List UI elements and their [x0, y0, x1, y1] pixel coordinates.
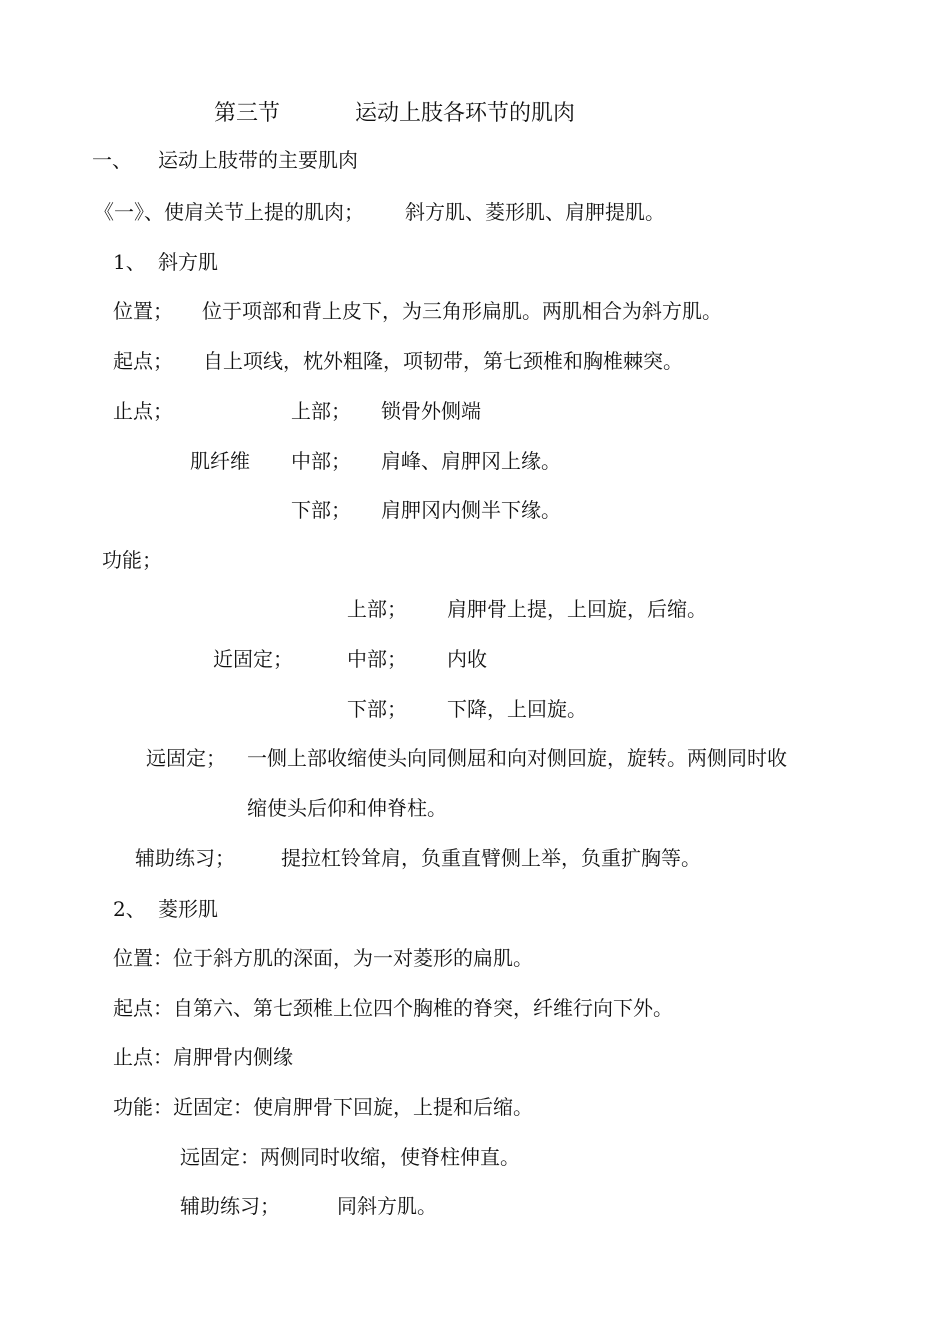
exercise-label: 辅助练习； — [135, 846, 235, 870]
exercise-text: 同斜方肌。 — [337, 1194, 437, 1218]
part-number: 一、 — [92, 148, 132, 172]
near-fixed-text: 下降，上回旋。 — [447, 697, 587, 721]
insertion-part: 上部； — [291, 399, 351, 423]
origin-text: 起点：自第六、第七颈椎上位四个胸椎的脊突，纤维行向下外。 — [113, 996, 673, 1020]
part-heading: 运动上肢带的主要肌肉 — [158, 148, 358, 172]
insertion-text: 肩胛冈内侧半下缘。 — [381, 498, 561, 522]
far-fixed-text: 缩使头后仰和伸脊柱。 — [247, 796, 447, 820]
far-fixed-label: 远固定； — [146, 746, 226, 770]
near-fixed-part: 下部； — [347, 697, 407, 721]
near-fixed-part: 中部； — [347, 647, 407, 671]
section-number: 第三节 — [214, 101, 281, 126]
insertion-part: 下部； — [291, 498, 351, 522]
fiber-label: 肌纤维 — [190, 449, 250, 473]
insertion-label: 止点； — [113, 399, 173, 423]
position-text: 位置：位于斜方肌的深面，为一对菱形的扁肌。 — [113, 946, 533, 970]
exercise-label: 辅助练习； — [180, 1194, 280, 1218]
near-fixed-label: 近固定； — [213, 647, 293, 671]
function-text: 功能：近固定：使肩胛骨下回旋，上提和后缩。 — [113, 1095, 533, 1119]
position-label: 位置； — [113, 299, 173, 323]
insertion-text: 锁骨外侧端 — [381, 399, 481, 423]
origin-text: 自上项线，枕外粗隆，项韧带，第七颈椎和胸椎棘突。 — [203, 349, 683, 373]
muscle-number: 2、 — [113, 897, 146, 921]
near-fixed-text: 内收 — [447, 647, 487, 671]
muscle-name: 菱形肌 — [158, 897, 218, 921]
group-muscles: 斜方肌、菱形肌、肩胛提肌。 — [405, 200, 665, 224]
insertion-text: 止点：肩胛骨内侧缘 — [113, 1045, 293, 1069]
far-fixed-text: 远固定：两侧同时收缩，使脊柱伸直。 — [180, 1145, 520, 1169]
muscle-name: 斜方肌 — [158, 250, 218, 274]
group-heading: 《一》、使肩关节上提的肌肉； — [94, 200, 364, 224]
muscle-number: 1、 — [113, 250, 146, 274]
exercise-text: 提拉杠铃耸肩，负重直臂侧上举，负重扩胸等。 — [281, 846, 701, 870]
far-fixed-text: 一侧上部收缩使头向同侧屈和向对侧回旋，旋转。两侧同时收 — [247, 746, 787, 770]
insertion-text: 肩峰、肩胛冈上缘。 — [381, 449, 561, 473]
near-fixed-text: 肩胛骨上提，上回旋，后缩。 — [447, 597, 707, 621]
page-title: 运动上肢各环节的肌肉 — [355, 101, 576, 126]
origin-label: 起点； — [113, 349, 173, 373]
insertion-part: 中部； — [291, 449, 351, 473]
position-text: 位于项部和背上皮下，为三角形扁肌。两肌相合为斜方肌。 — [202, 299, 722, 323]
near-fixed-part: 上部； — [347, 597, 407, 621]
function-label: 功能； — [102, 548, 162, 572]
